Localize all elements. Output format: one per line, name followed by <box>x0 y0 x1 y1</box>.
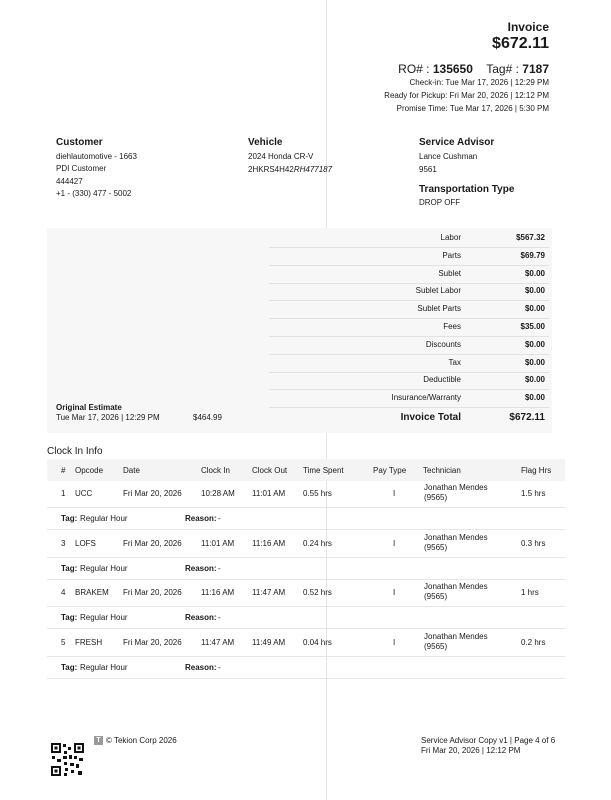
row-tag-value: Regular Hour <box>80 563 128 573</box>
row-reason-value: - <box>218 613 221 623</box>
summary-label: Sublet Labor <box>415 286 461 296</box>
row-divider <box>47 628 565 629</box>
col-opcode: Opcode <box>75 466 104 475</box>
vin-prefix: 2HKRS4H42 <box>248 164 294 174</box>
customer-section <box>56 137 137 201</box>
row-pay-type: I <box>393 638 396 648</box>
col-pay-type: Pay Type <box>373 466 407 475</box>
original-estimate-date: Tue Mar 17, 2026 | 12:29 PM <box>56 413 160 422</box>
ready-for-pickup-time: Ready for Pickup: Fri Mar 20, 2026 | 12:12 PM <box>384 91 549 100</box>
row-clock-in: 10:28 AM <box>201 489 235 498</box>
summary-label: Tax <box>448 357 461 367</box>
advisor-heading: Service Advisor <box>419 137 495 148</box>
summary-row <box>269 337 549 355</box>
row-tag-label: Tag: <box>61 663 78 673</box>
invoice-amount: $672.11 <box>492 35 549 52</box>
row-divider <box>47 529 565 530</box>
row-date: Fri Mar 20, 2026 <box>123 489 182 498</box>
row-technician-id: (9565) <box>424 642 448 652</box>
col-flag-hrs: Flag Hrs <box>521 466 552 475</box>
row-flag-hrs: 1 hrs <box>521 588 539 598</box>
row-number: 4 <box>61 588 66 598</box>
row-divider <box>47 579 565 580</box>
row-technician-id: (9565) <box>424 542 448 552</box>
row-pay-type: I <box>393 588 396 598</box>
transport-value: DROP OFF <box>419 198 461 207</box>
summary-value: $0.00 <box>524 357 545 367</box>
row-reason-label: Reason: <box>185 514 217 523</box>
row-divider <box>47 557 565 558</box>
summary-label: Labor <box>440 233 461 242</box>
row-time-spent: 0.24 hrs <box>303 538 332 548</box>
footer-printed-time: Fri Mar 20, 2026 | 12:12 PM <box>421 746 521 755</box>
row-clock-in: 11:47 AM <box>201 638 235 648</box>
service-advisor-section <box>419 137 514 210</box>
row-pay-type: I <box>393 538 396 548</box>
summary-row <box>269 372 549 390</box>
customer-type: PDI Customer <box>56 163 107 173</box>
clock-in-table-header <box>47 459 565 481</box>
invoice-total-value: $672.11 <box>509 412 545 423</box>
vehicle-section <box>248 137 332 176</box>
row-opcode: UCC <box>75 489 93 498</box>
checkin-time: Check-in: Tue Mar 17, 2026 | 12:29 PM <box>409 78 549 87</box>
clock-in-title: Clock In Info <box>47 446 103 457</box>
customer-name: diehlautomotive - 1663 <box>56 152 137 161</box>
row-tag-label: Tag: <box>61 514 78 523</box>
summary-value: $69.79 <box>520 250 545 260</box>
row-technician-name: Jonathan Mendes <box>424 532 488 542</box>
vin-suffix: RH477187 <box>293 164 333 174</box>
row-technician-name: Jonathan Mendes <box>424 582 488 592</box>
summary-value: $0.00 <box>524 375 545 385</box>
row-reason-value: - <box>218 663 221 673</box>
summary-value: $567.32 <box>516 233 545 242</box>
row-reason-label: Reason: <box>185 613 217 623</box>
row-divider <box>47 507 565 508</box>
col-date: Date <box>123 466 140 475</box>
customer-heading: Customer <box>56 137 103 148</box>
row-tag-value: Regular Hour <box>80 514 128 523</box>
row-number: 5 <box>61 638 66 648</box>
summary-row <box>269 230 549 248</box>
summary-row <box>269 390 549 408</box>
row-reason-value: - <box>218 563 221 573</box>
row-reason-label: Reason: <box>185 663 217 673</box>
summary-value: $0.00 <box>524 286 545 296</box>
row-flag-hrs: 0.2 hrs <box>521 638 546 648</box>
row-clock-out: 11:49 AM <box>252 638 286 648</box>
row-tag-value: Regular Hour <box>80 663 128 673</box>
row-technician-id: (9565) <box>424 493 448 502</box>
col-number: # <box>61 466 66 475</box>
footer-copy-info: Service Advisor Copy v1 | Page 4 of 6 <box>421 736 556 745</box>
row-reason-label: Reason: <box>185 563 217 573</box>
summary-label: Fees <box>443 322 461 331</box>
original-estimate-amount: $464.99 <box>193 413 222 422</box>
invoice-total-label: Invoice Total <box>400 412 461 423</box>
qr-code-icon <box>50 742 85 777</box>
customer-phone: +1 - (330) 477 - 5002 <box>56 189 132 198</box>
tag-number: 7187 <box>522 62 549 76</box>
row-flag-hrs: 1.5 hrs <box>521 489 546 498</box>
row-opcode: LOFS <box>75 538 96 548</box>
row-clock-out: 11:01 AM <box>252 489 286 498</box>
summary-label: Sublet <box>438 268 461 278</box>
summary-value: $0.00 <box>524 268 545 278</box>
summary-label: Sublet Parts <box>417 304 461 314</box>
customer-id: 444427 <box>56 176 83 186</box>
ro-label: RO# : <box>398 62 430 76</box>
invoice-total-row <box>269 410 549 428</box>
row-opcode: FRESH <box>75 638 103 648</box>
row-date: Fri Mar 20, 2026 <box>123 588 182 598</box>
row-date: Fri Mar 20, 2026 <box>123 538 182 548</box>
row-divider <box>47 678 565 679</box>
ro-tag-line <box>398 62 549 76</box>
row-tag-label: Tag: <box>61 613 78 623</box>
col-technician: Technician <box>423 466 461 475</box>
col-time-spent: Time Spent <box>303 466 344 475</box>
summary-value: $0.00 <box>524 304 545 314</box>
invoice-title: Invoice <box>507 20 549 34</box>
tag-label: Tag# : <box>486 62 519 76</box>
footer-brand: © Tekion Corp 2026 <box>106 736 177 745</box>
summary-row <box>269 248 549 266</box>
summary-row <box>269 301 549 319</box>
row-technician-name: Jonathan Mendes <box>424 483 488 492</box>
vehicle-heading: Vehicle <box>248 137 283 148</box>
summary-row <box>269 283 549 301</box>
col-clock-out: Clock Out <box>252 466 288 475</box>
summary-value: $35.00 <box>520 322 545 331</box>
row-tag-label: Tag: <box>61 563 78 573</box>
row-date: Fri Mar 20, 2026 <box>123 638 182 648</box>
row-tag-value: Regular Hour <box>80 613 128 623</box>
row-number: 3 <box>61 538 66 548</box>
row-flag-hrs: 0.3 hrs <box>521 538 546 548</box>
row-technician-id: (9565) <box>424 592 448 602</box>
original-estimate-heading: Original Estimate <box>56 403 122 412</box>
summary-label: Insurance/Warranty <box>391 393 461 403</box>
tekion-logo-icon: T <box>94 736 103 745</box>
summary-row-divider <box>269 407 549 408</box>
row-opcode: BRAKEM <box>75 588 109 598</box>
summary-label: Parts <box>442 250 461 260</box>
row-time-spent: 0.04 hrs <box>303 638 332 648</box>
row-number: 1 <box>61 489 66 498</box>
summary-value: $0.00 <box>524 393 545 403</box>
summary-label: Deductible <box>423 375 461 385</box>
row-divider <box>47 656 565 657</box>
row-clock-in: 11:01 AM <box>201 538 235 548</box>
row-technician-name: Jonathan Mendes <box>424 632 488 642</box>
row-divider <box>47 606 565 607</box>
promise-time: Promise Time: Tue Mar 17, 2026 | 5:30 PM <box>396 104 549 113</box>
summary-label: Discounts <box>425 339 461 349</box>
vehicle-model: 2024 Honda CR-V <box>248 152 314 161</box>
col-clock-in: Clock In <box>201 466 230 475</box>
summary-row <box>269 355 549 373</box>
advisor-name: Lance Cushman <box>419 152 478 161</box>
row-clock-in: 11:16 AM <box>201 588 235 598</box>
summary-value: $0.00 <box>524 339 545 349</box>
row-clock-out: 11:16 AM <box>252 538 286 548</box>
advisor-id: 9561 <box>419 164 437 174</box>
transport-heading: Transportation Type <box>419 184 515 195</box>
row-pay-type: I <box>393 489 396 498</box>
row-reason-value: - <box>218 514 221 523</box>
row-clock-out: 11:47 AM <box>252 588 286 598</box>
vehicle-vin <box>248 164 332 177</box>
summary-row <box>269 266 549 284</box>
summary-row <box>269 319 549 337</box>
ro-number: 135650 <box>432 62 473 76</box>
row-time-spent: 0.52 hrs <box>303 588 332 598</box>
row-time-spent: 0.55 hrs <box>303 489 332 498</box>
